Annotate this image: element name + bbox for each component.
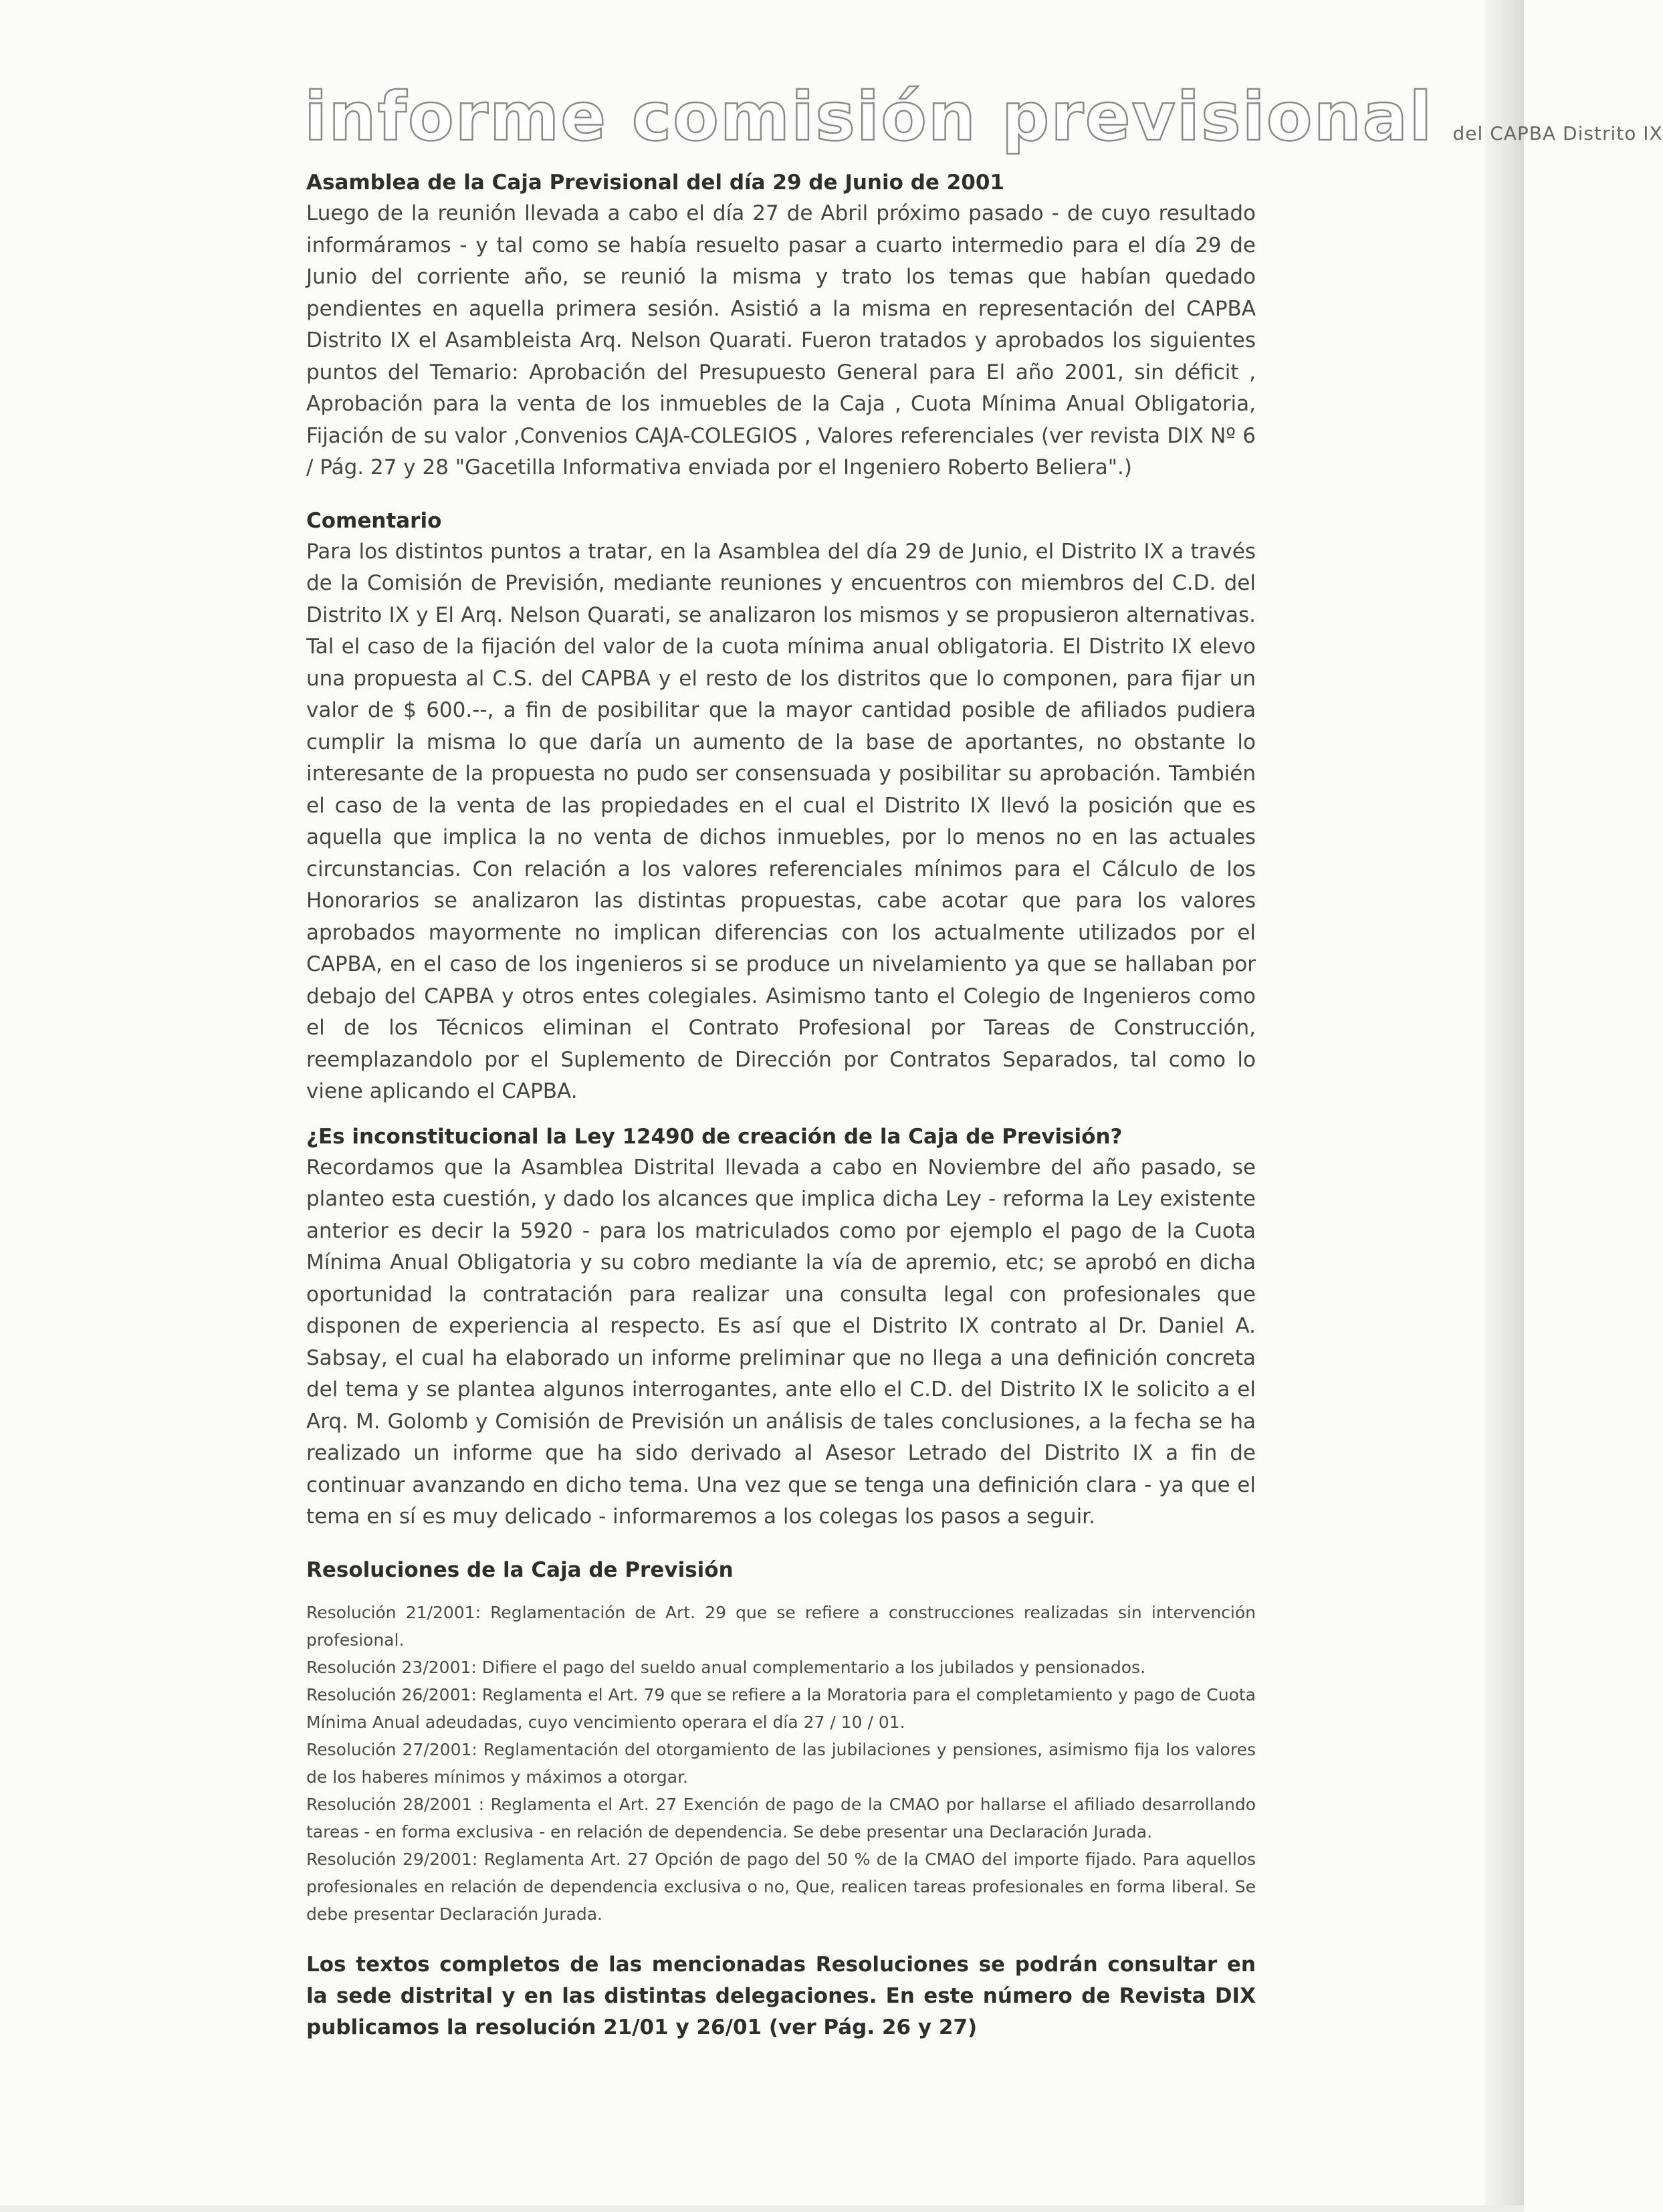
list-item: Resolución 21/2001: Reglamentación de Art. 29 que se refiere a construcciones realizadas sin intervención profesional. [306,1602,1256,1650]
spacer [306,1533,1256,1555]
spacer [306,1585,1256,1599]
spacer [306,1108,1256,1121]
resolutions-list [306,1599,1256,1928]
spacer [306,484,1256,506]
section-heading-comentario: Comentario [306,508,442,533]
page-bottom-edge [0,2205,1524,2212]
section-heading-ley: ¿Es inconstitucional la Ley 12490 de creación de la Caja de Previsión? [306,1124,1123,1149]
page-edge-shadow [1485,0,1524,2212]
page-subtitle: del CAPBA Distrito IX [1452,122,1663,144]
list-item: Resolución 28/2001 : Reglamenta el Art. 27 Exención de pago de la CMAO por hallarse el afiliado desarrollando tareas - en forma exclusiva - en relación de dependencia. Se debe presentar una Declaración Jurada. [306,1794,1256,1842]
section-heading-asamblea: Asamblea de la Caja Previsional del día 29 de Junio de 2001 [306,171,1004,195]
section-text-ley: Recordamos que la Asamblea Distrital llevada a cabo en Noviembre del año pasado, se planteo esta cuestión, y dado los alcances que implica dicha Ley - reforma la Ley existente anterior es decir la 5920 - para los matriculados como por ejemplo el pago de la Cuota Mínima Anual Obligatoria y su cobro mediante la vía de apremio, etc; se aprobó en dicha oportunidad la contratación para realizar una consulta legal con profesionales que disponen de experiencia al respecto. Es así que el Distrito IX contrato al Dr. Daniel A. Sabsay, el cual ha elaborado un informe preliminar que no llega a una definición concreta del tema y se plantea algunos interrogantes, ante ello el C.D. del Distrito IX le solicito a el Arq. M. Golomb y Comisión de Previsión un análisis de tales conclusiones, a la fecha se ha realizado un informe que ha sido derivado al Asesor Letrado del Distrito IX a fin de continuar avanzando en dicho tema. Una vez que se tenga una definición clara - ya que el tema en sí es muy delicado - informaremos a los colegas los pasos a seguir. [306,1155,1256,1529]
closing-note: Los textos completos de las mencionadas Resoluciones se podrán consultar en la sede distrital y en las distintas delegaciones. En este número de Revista DIX publicamos la resolución 21/01 y 26/01 (ver Pág. 26 y 27) [306,1952,1256,2039]
list-item: Resolución 26/2001: Reglamenta el Art. 79 que se refiere a la Moratoria para el completamiento y pago de Cuota Mínima Anual adeudadas, cuyo vencimiento operara el día 27 / 10 / 01. [306,1684,1256,1732]
list-item: Resolución 27/2001: Reglamentación del otorgamiento de las jubilaciones y pensiones, asimismo fija los valores de los haberes mínimos y máximos a otorgar. [306,1739,1256,1787]
section-text-asamblea: Luego de la reunión llevada a cabo el día 27 de Abril próximo pasado - de cuyo resultado informáramos - y tal como se había resuelto pasar a cuarto intermedio para el día 29 de Junio del corriente año, se reunió la misma y trato los temas que habían quedado pendientes en aquella primera sesión. Asistió a la misma en representación del CAPBA Distrito IX el Asambleista Arq. Nelson Quarati. Fueron tratados y aprobados los siguientes puntos del Temario: Aprobación del Presupuesto General para El año 2001, sin déficit , Aprobación para la venta de los inmuebles de la Caja , Cuota Mínima Anual Obligatoria, Fijación de su valor ,Convenios CAJA-COLEGIOS , Valores referenciales (ver revista DIX Nº 6 / Pág. 27 y 28 "Gacetilla Informativa enviada por el Ingeniero Roberto Beliera".) [306,201,1256,479]
list-item: Resolución 23/2001: Difiere el pago del sueldo anual complementario a los jubilados y pensionados. [306,1657,1146,1677]
section-heading-resoluciones: Resoluciones de la Caja de Previsión [306,1557,734,1582]
section-text-comentario: Para los distintos puntos a tratar, en la Asamblea del día 29 de Junio, el Distrito IX a través de la Comisión de Previsión, mediante reuniones y encuentros con miembros del C.D. del Distrito IX y El Arq. Nelson Quarati, se analizaron los mismos y se propusieron alternativas. Tal el caso de la fijación del valor de la cuota mínima anual obligatoria. El Distrito IX elevo una propuesta al C.S. del CAPBA y el resto de los distritos que lo componen, para fijar un valor de $ 600.--, a fin de posibilitar que la mayor cantidad posible de afiliados pudiera cumplir la misma lo que daría un aumento de la base de aportantes, no obstante lo interesante de la propuesta no pudo ser consensuada y posibilitar su aprobación. También el caso de la venta de las propiedades en el cual el Distrito IX llevó la posición que es aquella que implica la no venta de dichos inmuebles, por lo menos no en las actuales circunstancias. Con relación a los valores referenciales mínimos para el Cálculo de los Honorarios se analizaron las distintas propuestas, cabe acotar que para los valores aprobados mayormente no implican diferencias con los actualmente utilizados por el CAPBA, en el caso de los ingenieros si se produce un nivelamiento ya que se hallaban por debajo del CAPBA y otros entes colegiales. Asimismo tanto el Colegio de Ingenieros como el de los Técnicos eliminan el Contrato Profesional por Tareas de Construcción, reemplazandolo por el Suplemento de Dirección por Contratos Separados, tal como lo viene aplicando el CAPBA. [306,539,1256,1103]
page-header [304,78,1663,156]
spacer [306,1928,1256,1949]
article-body [306,167,1256,2043]
list-item: Resolución 29/2001: Reglamenta Art. 27 Opción de pago del 50 % de la CMAO del importe fijado. Para aquellos profesionales en relación de dependencia exclusiva o no, Que, realicen tareas profesionales en forma liberal. Se debe presentar Declaración Jurada. [306,1849,1256,1924]
page-title: informe comisión previsional [304,78,1434,156]
